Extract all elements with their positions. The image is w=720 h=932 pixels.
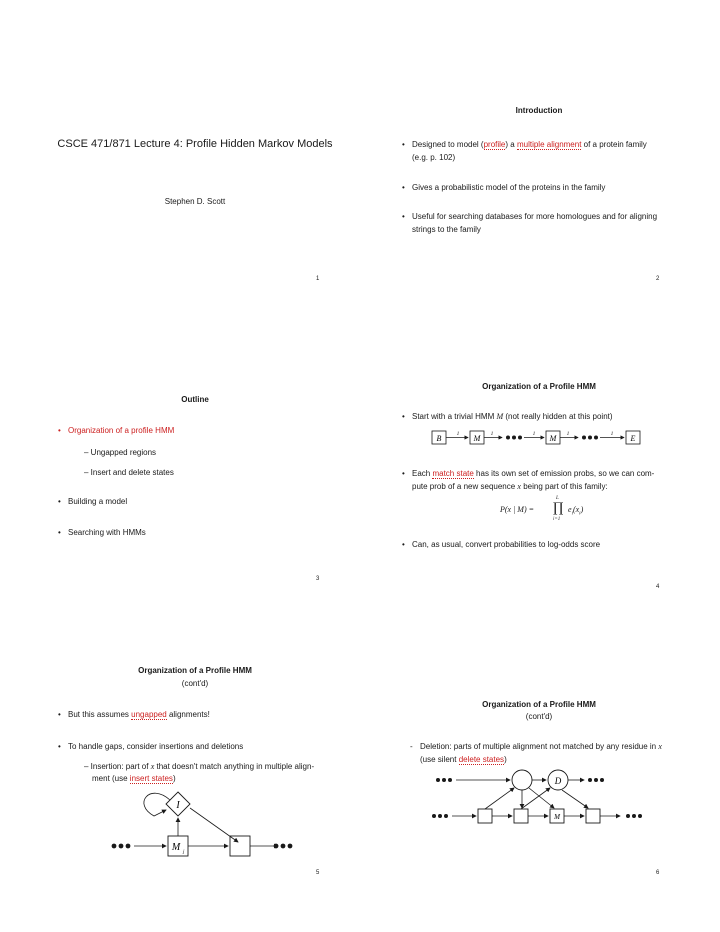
text: Each xyxy=(412,469,433,478)
text: Deletion: parts of multiple alignment not matched by any residue in xyxy=(420,742,659,751)
text: of a protein family xyxy=(581,140,647,149)
slide-1 xyxy=(30,0,360,300)
term-insert-states: insert states xyxy=(129,774,173,783)
outline-subitem-ungapped: – Ungapped regions xyxy=(84,448,157,457)
bullet-useful-line2: strings to the family xyxy=(412,225,481,234)
ellipsis-dot xyxy=(626,814,630,818)
transition-arrow xyxy=(529,788,554,808)
bullet-log-odds: • Can, as usual, convert probabilities to log-odds score xyxy=(412,538,600,551)
text: being part of this family: xyxy=(520,482,608,491)
var-m: M xyxy=(496,412,504,421)
outline-subitem-insert-delete: – Insert and delete states xyxy=(84,468,174,477)
bullet-probabilistic: • Gives a probabilistic model of the proteins in the family xyxy=(412,181,605,194)
match-state xyxy=(514,809,528,823)
state-label-e: E xyxy=(630,434,636,443)
delete-state xyxy=(512,770,532,790)
ellipsis-dot xyxy=(582,436,586,440)
slide-subtitle: (cont'd) xyxy=(181,679,209,688)
slide-title: CSCE 471/871 Lecture 4: Profile Hidden Markov Models xyxy=(57,138,333,150)
bullet-trivial-hmm xyxy=(412,410,613,423)
match-label: M xyxy=(554,813,560,821)
text: ) xyxy=(580,505,584,514)
ellipsis-dot xyxy=(274,844,279,849)
ellipsis-dot xyxy=(518,436,522,440)
text: Insert and delete states xyxy=(90,468,174,477)
text: (not really hidden at this point) xyxy=(503,412,613,421)
text: ) a xyxy=(505,140,517,149)
page-number: 6 xyxy=(656,870,660,876)
text: ment (use xyxy=(92,774,130,783)
ellipsis-dot xyxy=(588,436,592,440)
page-number: 3 xyxy=(316,576,320,582)
text: i xyxy=(571,511,573,517)
state-label-b: B xyxy=(436,434,442,443)
bullet-ungapped xyxy=(68,708,210,721)
text: (use silent xyxy=(420,755,459,764)
transition-prob: 1 xyxy=(532,432,536,437)
var-x: x xyxy=(517,482,521,491)
ellipsis-dot xyxy=(448,778,452,782)
state-label-m: M xyxy=(473,434,481,443)
slide-title: Organization of a Profile HMM xyxy=(138,666,252,675)
text: Designed to model ( xyxy=(412,140,484,149)
match-state xyxy=(586,809,600,823)
page-number: 4 xyxy=(656,584,660,590)
transition-arrow xyxy=(485,788,514,809)
ellipsis-dot xyxy=(588,778,592,782)
ellipsis-dot xyxy=(444,814,448,818)
product-lower-limit: i=1 xyxy=(553,517,561,522)
var-x: x xyxy=(150,762,155,771)
transition-prob: 1 xyxy=(610,432,614,437)
match-state xyxy=(478,809,492,823)
slide-title: Outline xyxy=(181,395,209,404)
ellipsis-dot xyxy=(594,778,598,782)
text: But this assumes xyxy=(68,710,132,719)
outline-item-building: • Building a model xyxy=(68,495,127,508)
bullet-deletion xyxy=(410,740,662,753)
var-x: x xyxy=(658,742,662,751)
dash: - xyxy=(410,742,413,751)
ellipsis-dot xyxy=(432,814,436,818)
ellipsis-dot xyxy=(512,436,516,440)
text: i xyxy=(579,511,581,517)
formula-lhs: P(x | M) = xyxy=(500,505,535,514)
outline-item-searching: • Searching with HMMs xyxy=(68,526,146,539)
ellipsis-dot xyxy=(112,844,117,849)
ellipsis-dot xyxy=(281,844,286,849)
term-profile: profile xyxy=(483,140,506,149)
ellipsis-dot xyxy=(436,778,440,782)
ellipsis-dot xyxy=(126,844,131,849)
formula-term xyxy=(568,505,583,517)
ellipsis-dot xyxy=(632,814,636,818)
bullet-match-state-line2 xyxy=(412,480,608,493)
text: pute prob of a new sequence xyxy=(412,482,518,491)
ellipsis-dot xyxy=(438,814,442,818)
sub-bullet-insertion-line2 xyxy=(92,772,176,785)
text: that doesn't match anything in multiple align- xyxy=(154,762,315,771)
slide-4 xyxy=(374,300,704,600)
bullet-handle-gaps: • To handle gaps, consider insertions and deletions xyxy=(68,740,243,753)
slide-subtitle: (cont'd) xyxy=(525,712,553,721)
product-symbol: ∏ xyxy=(553,501,564,516)
slide-title: Organization of a Profile HMM xyxy=(482,382,596,391)
page-number: 1 xyxy=(316,276,320,282)
trivial-hmm-diagram xyxy=(430,428,650,448)
text: (x xyxy=(572,505,580,514)
author: Stephen D. Scott xyxy=(164,197,226,206)
insert-label: I xyxy=(176,800,180,811)
sub-bullet-insertion: – Insertion: part of x that doesn't match anything in multiple align- xyxy=(84,762,315,771)
match-label: M xyxy=(171,842,181,853)
bullet-designed xyxy=(412,138,647,151)
bullet-designed-line2: (e.g. p. 102) xyxy=(412,153,456,162)
bullet-match-state xyxy=(412,467,654,480)
bullet-deletion-line2 xyxy=(420,753,507,766)
text: Start with a trivial HMM xyxy=(412,412,497,421)
transition-prob: 1 xyxy=(456,432,460,437)
transition-arrow xyxy=(190,808,238,842)
insert-state-diagram xyxy=(106,786,296,866)
transition-arrow xyxy=(521,788,550,809)
ellipsis-dot xyxy=(506,436,510,440)
match-subscript: j xyxy=(183,850,185,855)
ellipsis-dot xyxy=(119,844,124,849)
slide-title: Introduction xyxy=(515,106,563,115)
ellipsis-dot xyxy=(594,436,598,440)
text: has its own set of emission probs, so we can com- xyxy=(473,469,655,478)
ellipsis-dot xyxy=(600,778,604,782)
text: alignments! xyxy=(166,710,210,719)
state-label-m: M xyxy=(549,434,557,443)
text: Ungapped regions xyxy=(90,448,157,457)
match-state-next xyxy=(230,836,250,856)
delete-state-diagram xyxy=(430,768,650,828)
probability-formula xyxy=(500,496,620,524)
text: Insertion: part of xyxy=(90,762,151,771)
text: ) xyxy=(172,774,176,783)
ellipsis-dot xyxy=(442,778,446,782)
delete-label: D xyxy=(554,776,562,786)
slide-title: Organization of a Profile HMM xyxy=(482,700,596,709)
transition-prob: 1 xyxy=(566,432,570,437)
outline-item-organization: • Organization of a profile HMM xyxy=(68,424,174,437)
transition-prob: 1 xyxy=(490,432,494,437)
term-match-state: match state xyxy=(432,469,474,478)
text: e xyxy=(568,505,572,514)
page-number: 2 xyxy=(656,276,660,282)
product-upper-limit: L xyxy=(556,496,559,501)
slide-5 xyxy=(30,600,360,900)
term-ungapped: ungapped xyxy=(131,710,167,719)
transition-arrow xyxy=(562,790,588,808)
text: ) xyxy=(504,755,507,764)
slide-2 xyxy=(374,0,704,300)
term-multiple-alignment: multiple alignment xyxy=(516,140,582,149)
slide-6 xyxy=(374,600,704,900)
page-number: 5 xyxy=(316,870,320,876)
slide-3 xyxy=(30,300,360,600)
term-delete-states: delete states xyxy=(458,755,505,764)
ellipsis-dot xyxy=(288,844,293,849)
bullet-useful: • Useful for searching databases for more homologues and for aligning xyxy=(412,210,657,223)
ellipsis-dot xyxy=(638,814,642,818)
